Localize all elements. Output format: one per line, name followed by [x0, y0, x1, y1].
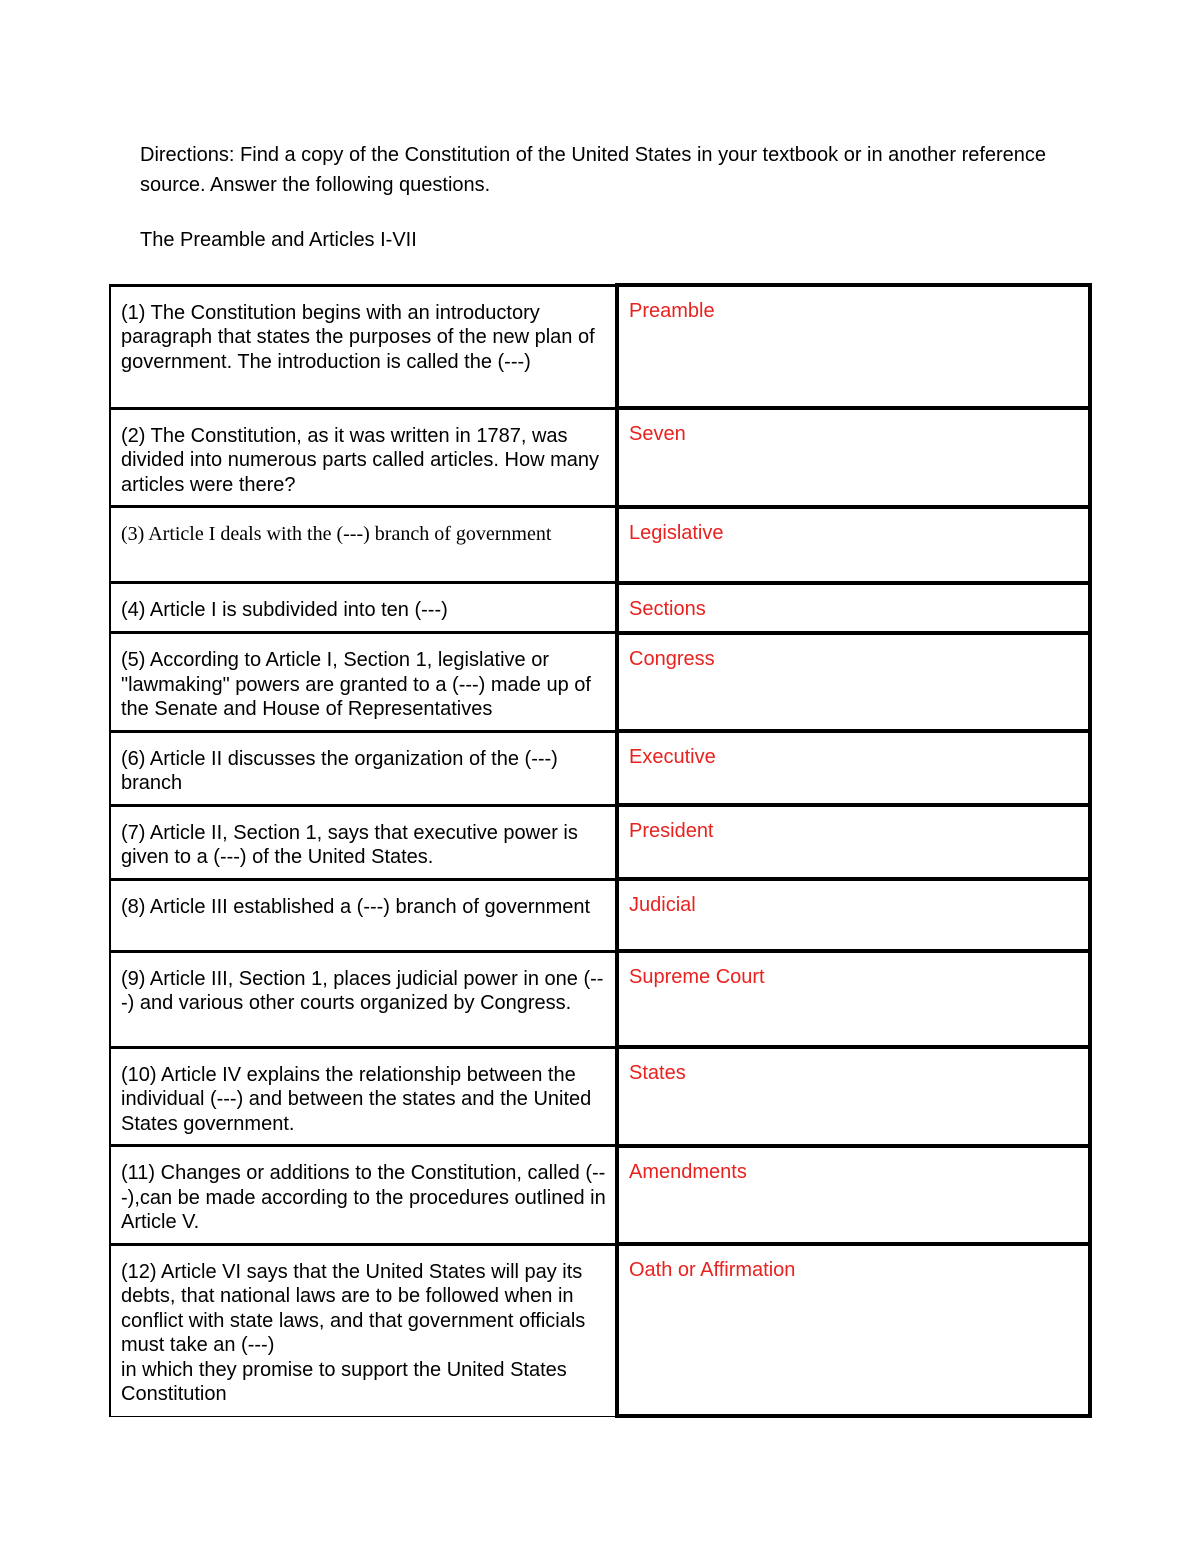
question-text: (12) Article VI says that the United States will pay its debts, that national laws are to be followed when in conflict with state laws, and that government officials must take an (---) in which they promise to support the United States Constitution	[121, 1260, 586, 1405]
table-row	[110, 507, 1090, 583]
question-cell	[110, 285, 617, 408]
table-row	[110, 1244, 1090, 1416]
answer-cell	[617, 583, 1090, 633]
question-text: (6) Article II discusses the organization of the (---) branch	[121, 747, 558, 794]
table-row	[110, 1047, 1090, 1146]
answer-text: Legislative	[629, 521, 724, 544]
table-row	[110, 805, 1090, 879]
answer-text: President	[629, 820, 714, 842]
answer-cell	[617, 1047, 1090, 1146]
answer-cell	[617, 731, 1090, 805]
question-text: (4) Article I is subdivided into ten (---)	[121, 599, 448, 621]
answer-cell	[617, 633, 1090, 732]
table-row	[110, 285, 1090, 408]
answer-text: Oath or Affirmation	[629, 1259, 796, 1281]
question-cell	[110, 879, 617, 951]
table-row	[110, 408, 1090, 507]
answer-cell	[617, 879, 1090, 951]
question-text: (5) According to Article I, Section 1, legislative or "lawmaking" powers are granted to a (---) made up of the Senate and House of Representatives	[121, 649, 591, 720]
question-cell	[110, 633, 617, 732]
answer-cell	[617, 507, 1090, 583]
question-cell	[110, 1047, 617, 1146]
table-row	[110, 951, 1090, 1047]
question-cell	[110, 1244, 617, 1416]
answer-text: Congress	[629, 647, 715, 670]
question-text: (3) Article I deals with the (---) branch of government	[121, 523, 552, 545]
question-text: (7) Article II, Section 1, says that executive power is given to a (---) of the United States.	[121, 821, 578, 868]
directions-text: Directions: Find a copy of the Constitution of the United States in your textbook or in another reference source. Answer the following questions.	[140, 144, 1047, 196]
answer-cell	[617, 951, 1090, 1047]
question-text: (11) Changes or additions to the Constitution, called (---),can be made according to the procedures outlined in Article V.	[121, 1162, 606, 1233]
question-text: (2) The Constitution, as it was written in 1787, was divided into numerous parts called articles. How many articles were there?	[121, 424, 599, 496]
table-row	[110, 583, 1090, 633]
table-row	[110, 879, 1090, 951]
answer-text: Judicial	[629, 894, 696, 916]
answer-text: States	[629, 1062, 686, 1084]
answer-text: Amendments	[629, 1160, 747, 1183]
table-row	[110, 1146, 1090, 1245]
question-cell	[110, 1146, 617, 1245]
answer-cell	[617, 805, 1090, 879]
table-row	[110, 731, 1090, 805]
answer-cell	[617, 285, 1090, 408]
table-row	[110, 633, 1090, 732]
question-answer-table	[109, 283, 1092, 1418]
answer-cell	[617, 1146, 1090, 1245]
answer-cell	[617, 1244, 1090, 1416]
answer-text: Sections	[629, 597, 706, 620]
question-text: (1) The Constitution begins with an introductory paragraph that states the purposes of the new plan of government. The introduction is called the (---)	[121, 301, 595, 373]
section-title: The Preamble and Articles I-VII	[140, 229, 417, 251]
answer-text: Seven	[629, 423, 686, 445]
answer-text: Preamble	[629, 300, 715, 322]
question-cell	[110, 583, 617, 633]
question-cell	[110, 805, 617, 879]
answer-text: Supreme Court	[629, 966, 765, 988]
question-text: (8) Article III established a (---) branch of government	[121, 895, 591, 918]
answer-text: Executive	[629, 746, 716, 768]
answer-cell	[617, 408, 1090, 507]
question-cell	[110, 507, 617, 583]
question-text: (10) Article IV explains the relationship between the individual (---) and between the states and the United States government.	[121, 1063, 592, 1135]
question-text: (9) Article III, Section 1, places judicial power in one (---) and various other courts organized by Congress.	[121, 967, 604, 1014]
question-cell	[110, 731, 617, 805]
question-cell	[110, 408, 617, 507]
question-cell	[110, 951, 617, 1047]
